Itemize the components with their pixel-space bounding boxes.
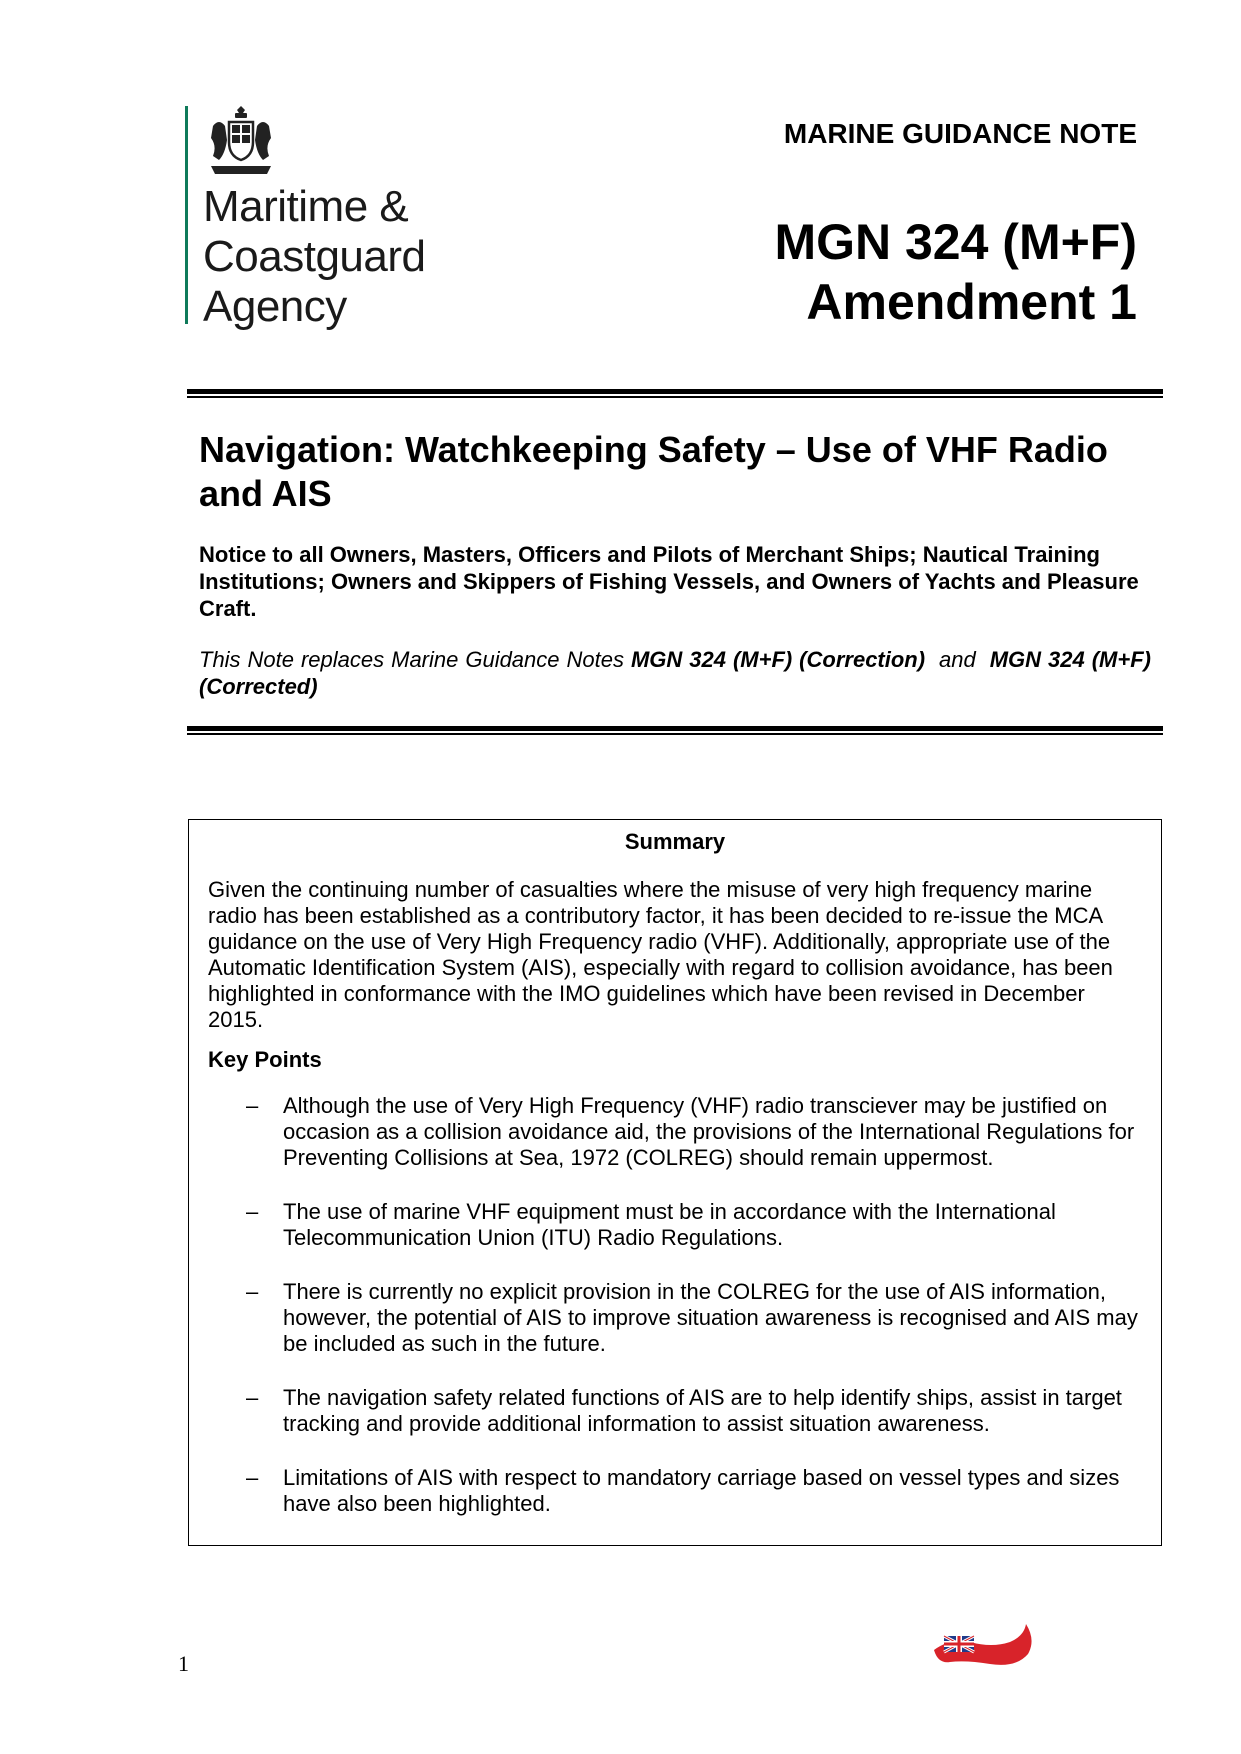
agency-name-line-1: Maritime & (203, 182, 409, 231)
document-amendment: Amendment 1 (806, 274, 1137, 330)
summary-box (188, 819, 1162, 1546)
summary-text: Given the continuing number of casualties where the misuse of very high frequency marine radio has been established as a contributory factor, it has been decided to re-issue the MCA guidance on the use of Very High Frequency radio (VHF). Additionally, appropriate use of the Automatic Identification System (AIS), especially with regard to collision avoidance, has been highlighted in conformance with the IMO guidelines which have been revised in December 2015. (208, 877, 1113, 1032)
bullet-dash: – (246, 1385, 259, 1410)
audience-notice: Notice to all Owners, Masters, Officers and Pilots of Merchant Ships; Nautical Training Institutions; Owners and Skippers of Fishing Vessels, and Owners of Yachts and Pleasure Craft. (199, 542, 1139, 621)
bullet-dash: – (246, 1279, 259, 1304)
key-point-text: The use of marine VHF equipment must be in accordance with the International Telecommunication Union (ITU) Radio Regulations. (283, 1199, 1056, 1250)
document-title: Navigation: Watchkeeping Safety – Use of VHF Radio and AIS (199, 429, 1108, 514)
replaces-reference-1: MGN 324 (M+F) (Correction) (630, 647, 926, 672)
key-points-list (189, 1093, 1161, 1545)
key-points-heading: Key Points (208, 1047, 322, 1072)
top-divider-thin (187, 396, 1163, 398)
summary-heading: Summary (624, 829, 726, 854)
key-point (189, 1093, 1161, 1171)
document-type-label: MARINE GUIDANCE NOTE (783, 118, 1137, 149)
royal-crest-icon (203, 106, 279, 178)
logo-divider-bar (185, 106, 188, 324)
key-point-text: The navigation safety related functions of AIS are to help identify ships, assist in target tracking and provide additional information to assist situation awareness. (283, 1385, 1122, 1436)
top-divider-thick (187, 389, 1163, 394)
bullet-dash: – (246, 1465, 259, 1490)
key-point-text: Limitations of AIS with respect to mandatory carriage based on vessel types and sizes have also been highlighted. (283, 1465, 1120, 1516)
mca-logo (185, 102, 485, 332)
key-point-text: Although the use of Very High Frequency (VHF) radio transciever may be justified on occasion as a collision avoidance aid, the provisions of the International Regulations for Preventing Collisions at Sea, 1972 (COLREG) should remain uppermost. (283, 1093, 1135, 1170)
key-point (189, 1465, 1161, 1517)
replaces-reference-2: MGN 324 (M+F) (Corrected) (199, 647, 1151, 699)
bullet-dash: – (246, 1093, 259, 1118)
replaces-note (199, 646, 1151, 700)
page-number: 1 (178, 1651, 189, 1676)
key-point (189, 1199, 1161, 1251)
bullet-dash: – (246, 1199, 259, 1224)
document-number: MGN 324 (M+F) (774, 214, 1137, 270)
key-point (189, 1279, 1161, 1357)
key-point (189, 1385, 1161, 1437)
red-ensign-flag-icon (930, 1620, 1036, 1670)
document-number-heading (774, 212, 1137, 332)
replaces-and: and (939, 647, 976, 672)
agency-name-line-3: Agency (203, 282, 347, 331)
agency-name-line-2: Coastguard (203, 232, 426, 281)
bottom-divider (187, 726, 1163, 735)
agency-name (203, 182, 425, 332)
bottom-divider-thick (187, 726, 1163, 731)
replaces-prefix: This Note replaces Marine Guidance Notes (199, 647, 624, 672)
key-point-text: There is currently no explicit provision in the COLREG for the use of AIS information, however, the potential of AIS to improve situation awareness is recognised and AIS may be included as such in the future. (283, 1279, 1138, 1356)
bottom-divider-thin (187, 733, 1163, 735)
top-divider (187, 389, 1163, 398)
